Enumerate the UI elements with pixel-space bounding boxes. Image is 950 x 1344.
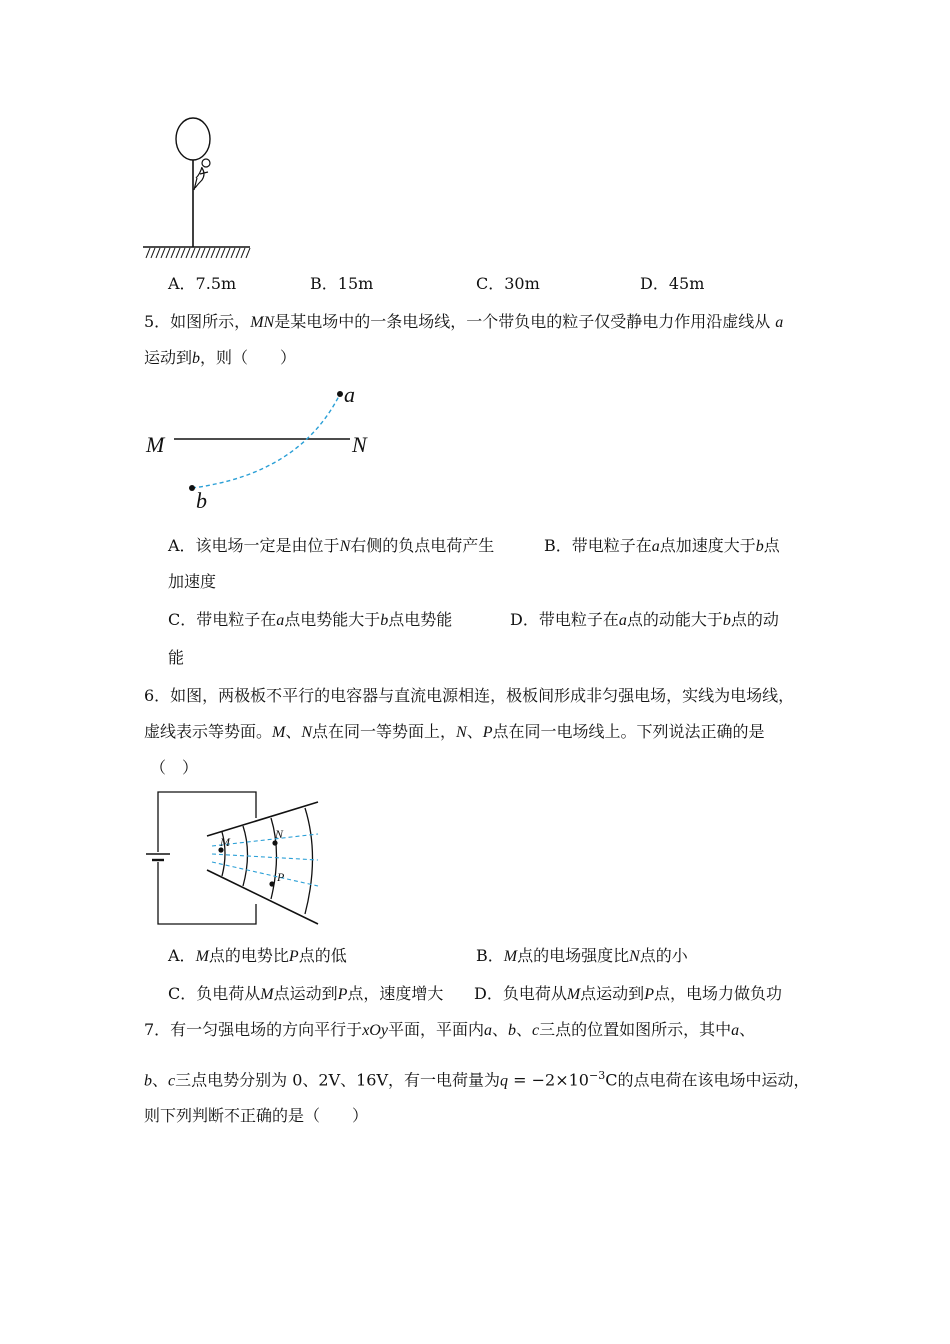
q6-text: 点，速度增大: [347, 984, 444, 1003]
q6-text: C．负电荷从: [168, 984, 261, 1003]
q7-var-a: a: [483, 1022, 492, 1039]
q5-option-b-cont: 加速度: [168, 572, 217, 591]
q4-option-d: D．45m: [640, 274, 705, 293]
q6-text: 、: [466, 722, 483, 741]
q5-text: B．带电粒子在: [544, 536, 652, 555]
q5-option-d: [510, 610, 779, 631]
q7-stem-line2: [144, 1066, 809, 1091]
q7-text: = −2×10: [508, 1070, 589, 1090]
q5-option-c: [168, 610, 452, 631]
q5-var-a: a: [618, 612, 627, 629]
q6-text: 点运动到: [273, 984, 338, 1003]
circuit-wires: [158, 792, 256, 924]
q6-capacitor-figure: [140, 788, 340, 932]
q6-text: 点运动到: [580, 984, 645, 1003]
q6-text: 点的电势比: [208, 946, 289, 965]
label-m: M: [146, 432, 165, 457]
q6-var-p: P: [288, 948, 299, 965]
q4-option-a: A．7.5m: [168, 274, 237, 293]
q5-stem-line1: [144, 312, 783, 333]
q5-option-b: [544, 536, 780, 557]
q7-var-c: c: [168, 1072, 176, 1090]
q5-text: 点电势能: [388, 610, 453, 629]
q6-option-b: [476, 946, 688, 967]
q7-exponent: −3: [588, 1069, 606, 1082]
q6-option-a: [168, 946, 347, 967]
q6-stem-line2: [144, 722, 765, 743]
q7-text: 三点的位置如图所示，其中: [539, 1020, 732, 1039]
q6-text: 点的电场强度比: [517, 946, 630, 965]
q5-text: 点的动: [730, 610, 779, 629]
q7-text: 、: [515, 1020, 532, 1039]
field-lines-arcs: [222, 808, 313, 914]
q6-stem-line1: 6．如图，两极板不平行的电容器与直流电源相连，极板间形成非匀强电场，实线为电场线，: [144, 686, 795, 705]
q7-text: 、: [152, 1070, 169, 1090]
q7-text: 、: [491, 1020, 508, 1039]
capacitor-plates: [207, 802, 318, 924]
q6-var-n: N: [456, 724, 467, 741]
q6-text: 点在同一等势面上，: [312, 722, 457, 741]
q4-option-c: C．30m: [476, 274, 540, 293]
q6-text: 点，电场力做负功: [653, 984, 782, 1003]
label-b: b: [196, 488, 207, 513]
q6-var-m: M: [566, 986, 581, 1003]
q7-text: 的点电荷在该电场中运动，: [617, 1070, 810, 1090]
label-m: M: [220, 835, 230, 849]
q6-var-m: M: [195, 948, 209, 965]
q5-text: 点电势能大于: [284, 610, 381, 629]
climbing-figure: [194, 159, 210, 190]
q5-var-b: b: [722, 612, 731, 629]
q7-text: 平面，平面内: [387, 1020, 484, 1039]
q6-text: 点的小: [639, 946, 688, 965]
q7-stem-line1: [144, 1020, 755, 1041]
q5-var-n: N: [339, 538, 351, 555]
q7-var-a: a: [731, 1022, 740, 1039]
q7-var-b: b: [144, 1072, 152, 1090]
q6-text: 点在同一电场线上。下列说法正确的是: [492, 722, 765, 741]
q6-var-p: P: [337, 986, 348, 1003]
q5-var-a: a: [651, 538, 660, 555]
q6-var-m: M: [503, 948, 518, 965]
q6-option-d: [474, 984, 782, 1005]
q6-option-c: [168, 984, 443, 1005]
q5-var-mn: MN: [250, 314, 275, 331]
point-n: [272, 840, 277, 845]
label-n: N: [352, 432, 367, 457]
q5-text: D．带电粒子在: [510, 610, 619, 629]
q7-stem-line3: 则下列判断不正确的是（ ）: [144, 1106, 369, 1125]
label-p: P: [277, 870, 285, 884]
q5-text: 是某电场中的一条电场线，一个带负电的粒子仅受静电力作用沿虚线从: [274, 312, 771, 331]
q5-text: 点: [763, 536, 780, 555]
trajectory-dashed: [192, 394, 340, 488]
battery-icon: [146, 854, 170, 860]
q7-text: 三点电势分别为 0、2V、16V，有一电荷量为: [175, 1070, 501, 1090]
q5-text: 点的动能大于: [626, 610, 723, 629]
q7-text: 、: [739, 1020, 756, 1039]
q6-text: 点的低: [298, 946, 347, 965]
q6-var-n: N: [629, 948, 640, 965]
balloon-pole-figure: [140, 112, 260, 264]
q7-unit: C: [605, 1070, 618, 1090]
label-n: N: [275, 827, 284, 841]
q5-text: 运动到: [144, 348, 193, 367]
q5-var-b: b: [755, 538, 764, 555]
q5-option-a: [168, 536, 494, 557]
q5-var-a: a: [276, 612, 285, 629]
q5-var-a: a: [775, 314, 784, 331]
q6-text: B．: [476, 946, 504, 965]
ground-hatch: [146, 248, 250, 258]
q5-text: 点加速度大于: [659, 536, 756, 555]
q7-var-b: b: [507, 1022, 516, 1039]
q5-option-d-cont: 能: [168, 648, 185, 667]
q5-text: 右侧的负点电荷产生: [350, 536, 495, 555]
q5-var-b: b: [192, 350, 201, 367]
q6-text: D．负电荷从: [474, 984, 567, 1003]
q6-var-p: P: [482, 724, 493, 741]
q7-var-q: q: [500, 1072, 509, 1090]
q4-option-b: B．15m: [310, 274, 374, 293]
q7-var-c: c: [532, 1022, 540, 1039]
point-a: [337, 391, 343, 397]
q5-text: ，则（ ）: [200, 348, 297, 367]
q5-var-b: b: [380, 612, 389, 629]
q6-var-m: M: [260, 986, 274, 1003]
q5-text: 5．如图所示，: [144, 312, 251, 331]
q5-stem-line2: [144, 348, 296, 369]
q5-text: C．带电粒子在: [168, 610, 277, 629]
point-b: [189, 485, 195, 491]
q6-stem-line3: （ ）: [150, 758, 199, 777]
q6-var-n: N: [301, 724, 313, 741]
q6-text: A．: [168, 946, 196, 965]
q5-field-line-figure: [140, 384, 380, 514]
q6-var-m: M: [272, 724, 286, 741]
q6-text: 、: [285, 722, 302, 741]
q7-text: 7．有一匀强电场的方向平行于: [144, 1020, 363, 1039]
q6-var-p: P: [644, 986, 654, 1003]
q7-var-xoy: xOy: [362, 1022, 388, 1039]
label-a: a: [344, 384, 355, 407]
balloon: [176, 118, 210, 160]
q5-text: A．该电场一定是由位于: [168, 536, 340, 555]
q6-text: 虚线表示等势面。: [144, 722, 273, 741]
point-p: [269, 881, 274, 886]
